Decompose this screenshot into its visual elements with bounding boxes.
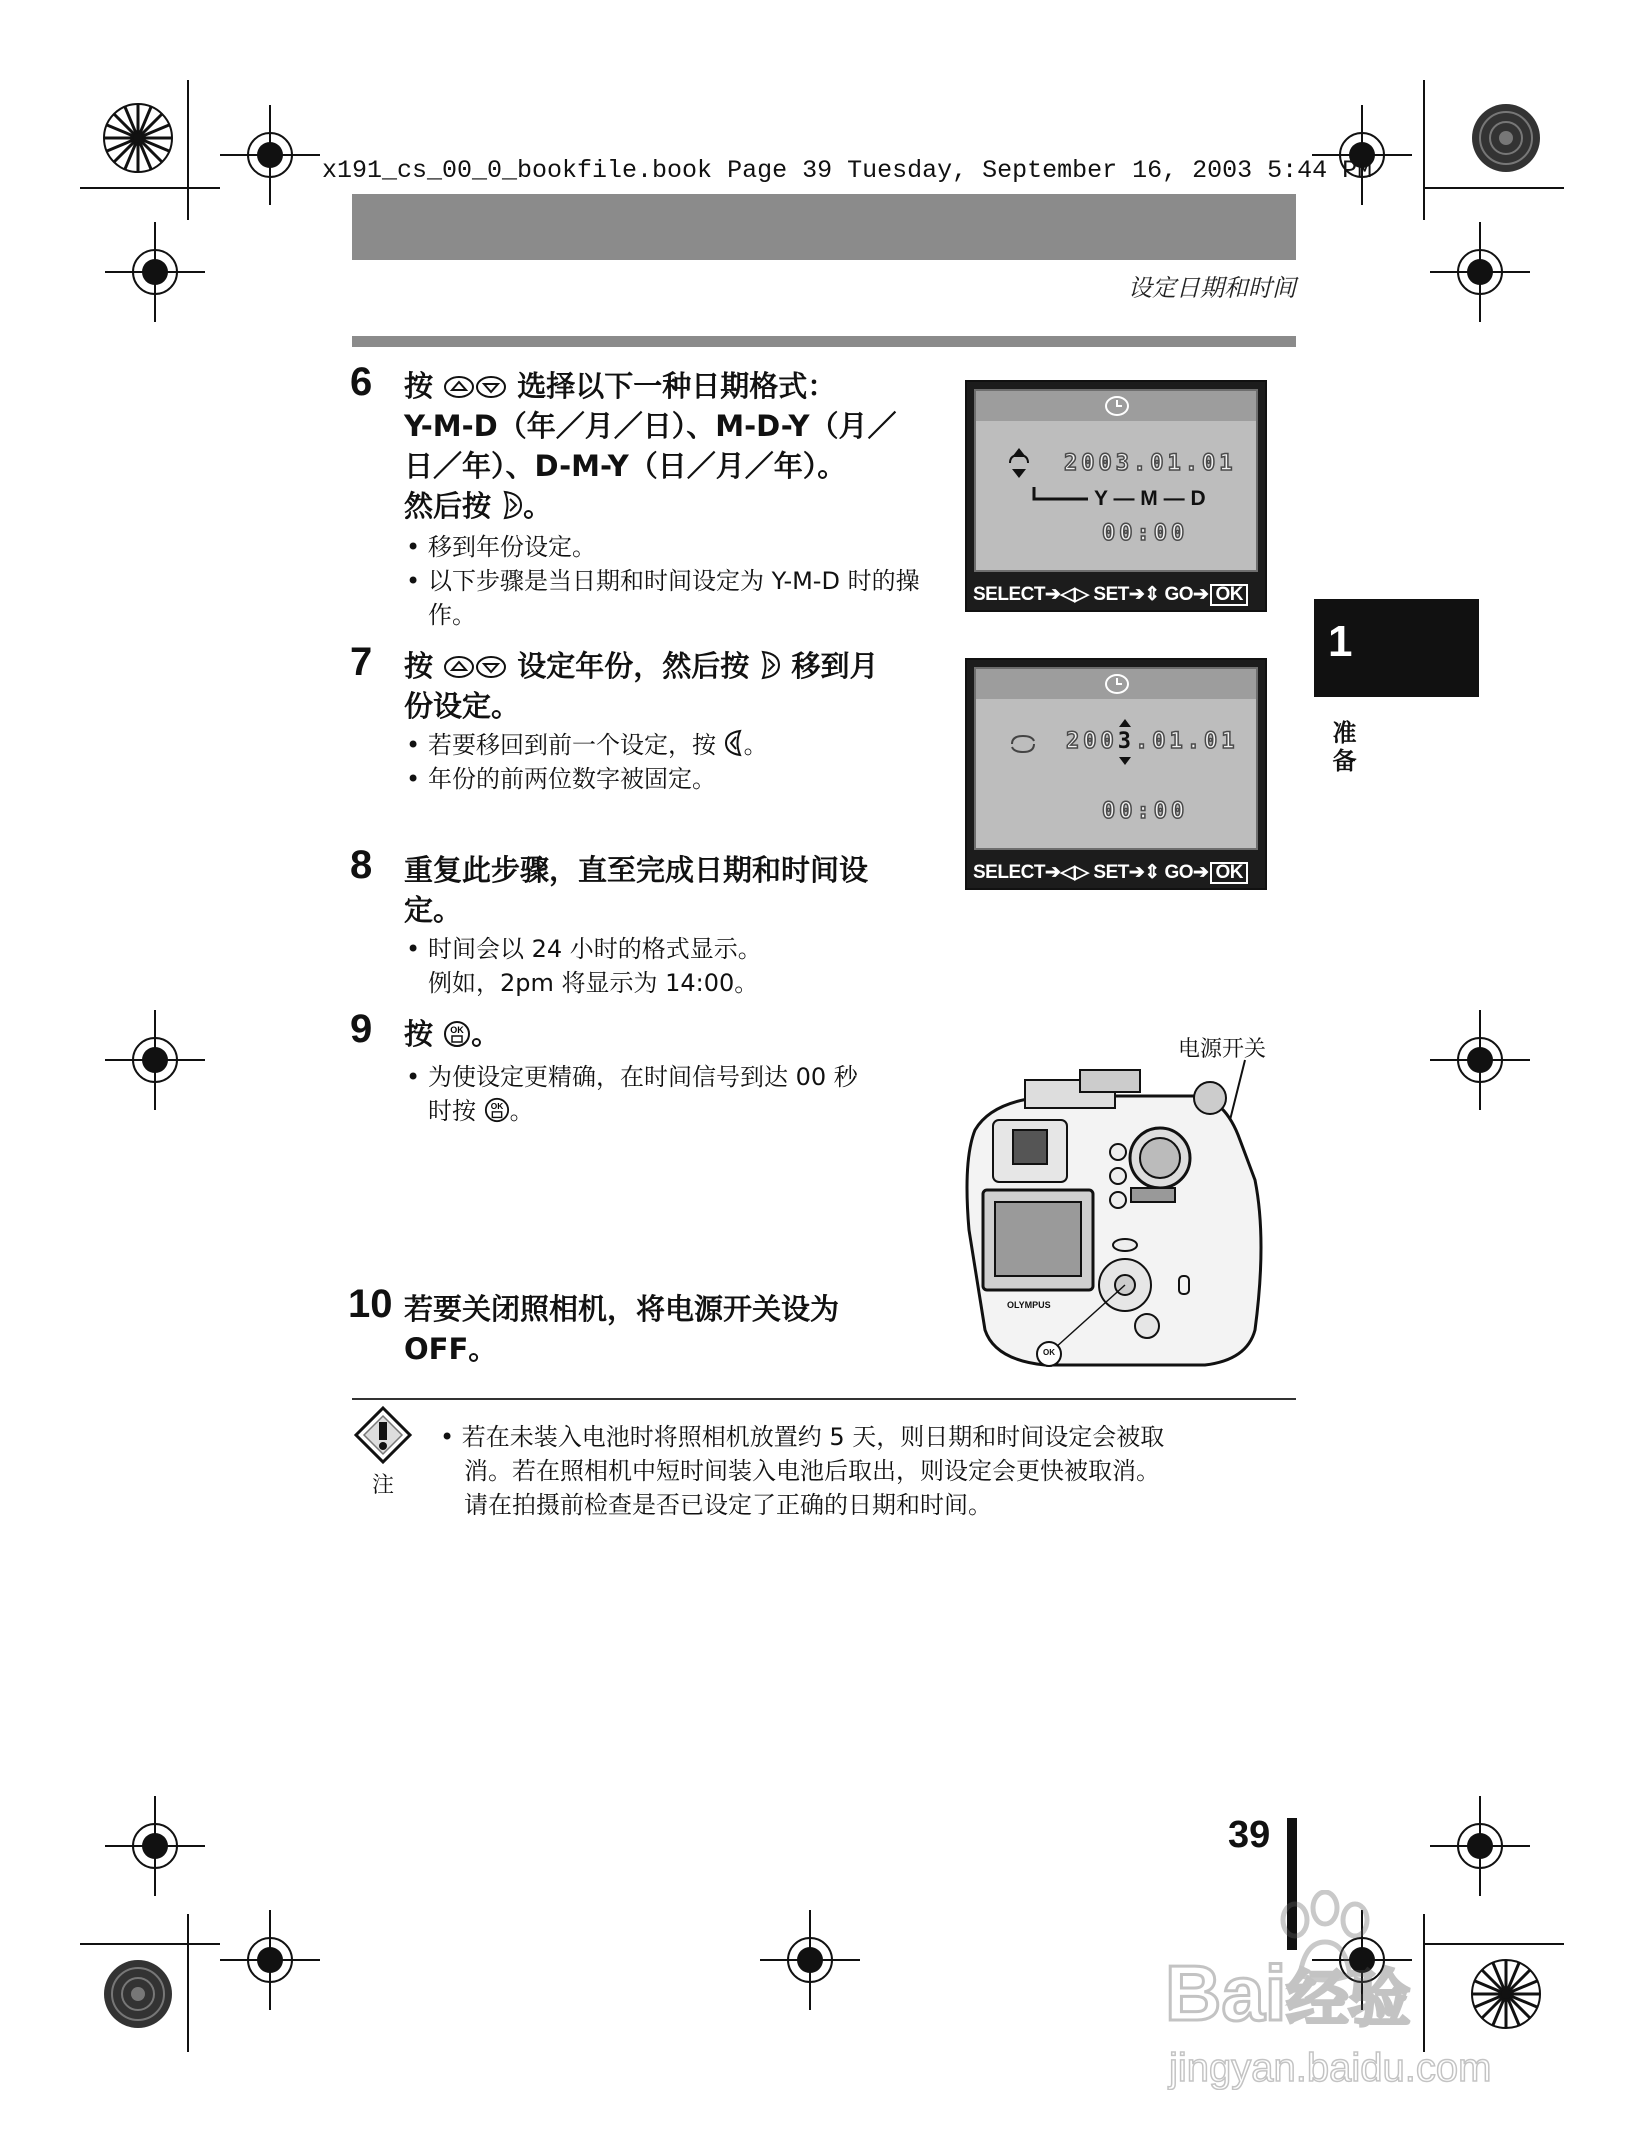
camera-illustration — [955, 1040, 1285, 1380]
step-6-text — [404, 366, 964, 526]
right-arrow-button-icon — [501, 490, 523, 520]
clock-icon — [1104, 395, 1130, 417]
lcd-screen-date-format — [965, 380, 1267, 612]
up-down-arrow-icon — [443, 374, 507, 400]
lcd-date — [1066, 729, 1238, 754]
lcd-footer-go: GO — [1164, 862, 1194, 883]
lcd-time: 00:00 — [1102, 799, 1189, 824]
lcd-date-active-digit: 3 — [1117, 729, 1135, 754]
left-arrow-button-icon — [724, 729, 744, 757]
step-8-text — [404, 850, 964, 930]
chapter-tab — [1314, 599, 1479, 697]
header-bar — [352, 194, 1296, 260]
step-6-line-1 — [404, 366, 964, 406]
step-9-bullet-period: 。 — [509, 1097, 534, 1125]
lcd-footer: SELECT➔◁▷ SET➔⇕ GO➔ OK — [973, 583, 1248, 606]
format-bracket — [1030, 487, 1090, 507]
watermark-url: jingyan.baidu.com — [1169, 2046, 1492, 2090]
section-rule — [352, 336, 1296, 347]
lcd-footer-select: SELECT — [973, 862, 1045, 883]
step-9-bullet-line-1: 为使设定更精确，在时间信号到达 00 秒 — [428, 1063, 858, 1091]
step-7-bullet: • 若要移回到前一个设定，按 。 — [404, 728, 944, 762]
step-8-line-2: 定。 — [404, 893, 463, 927]
up-down-key-icon: ⇕ — [1144, 862, 1160, 883]
step-6-line-2: Y-M-D（年／月／日）、M-D-Y（月／ — [404, 409, 897, 443]
note-divider — [352, 1398, 1296, 1400]
step-9-text — [404, 1014, 804, 1054]
digit-arrows-icon — [1117, 717, 1133, 767]
chapter-label: 准备 — [1328, 720, 1356, 776]
step-7-move-month: 移到月 — [791, 649, 879, 683]
up-down-key-icon: ⇕ — [1144, 584, 1160, 605]
step-8-bullets — [404, 932, 944, 1000]
step-9-bullet-line-2: 时按 — [428, 1097, 476, 1125]
lcd-footer-set: SET — [1093, 584, 1129, 605]
lcd-footer-set: SET — [1093, 862, 1129, 883]
lcd-footer-ok: OK — [1210, 862, 1248, 884]
step-7-press: 按 — [404, 649, 434, 683]
right-arrow-button-icon — [759, 650, 781, 680]
step-7-set-year: 设定年份，然后按 — [517, 649, 750, 683]
lcd-footer-ok: OK — [1210, 584, 1248, 606]
cycle-arrow-icon — [1006, 445, 1032, 481]
note-line-1: • 若在未装入电池时将照相机放置约 5 天，则日期和时间设定会被取 — [440, 1423, 1165, 1451]
lcd-display — [974, 389, 1258, 572]
step-6-number: 6 — [350, 360, 373, 404]
lcd-title-bar — [976, 391, 1256, 421]
lcd-footer-select: SELECT — [973, 584, 1045, 605]
step-7-line-2: 份设定。 — [404, 689, 521, 723]
step-9-bullets — [404, 1060, 944, 1128]
step-8-bullet — [404, 932, 944, 1000]
step-8-line-1: 重复此步骤，直至完成日期和时间设 — [404, 853, 869, 887]
step-6-select-format: 选择以下一种日期格式： — [517, 369, 837, 403]
lcd-time: 00:00 — [1102, 521, 1189, 546]
lcd-title-bar — [976, 669, 1256, 699]
watermark-brand — [1165, 1948, 1410, 2039]
baidu-watermark — [1165, 1890, 1545, 2110]
step-7-bullets — [404, 728, 944, 796]
step-9-press: 按 — [404, 1017, 434, 1051]
clock-icon — [1104, 673, 1130, 695]
step-8-number: 8 — [350, 843, 373, 887]
camera-brand: OLYMPUS — [1007, 1300, 1051, 1310]
lcd-date-format: Y — M — D — [1094, 487, 1206, 510]
step-10-line-1: 若要关闭照相机，将电源开关设为 — [404, 1292, 840, 1326]
svg-text:OK: OK — [490, 1101, 503, 1112]
camera-ok-label: OK — [1043, 1348, 1055, 1357]
step-8-bullet-line-2: 例如，2pm 将显示为 14:00。 — [428, 969, 759, 997]
power-switch-label: 电源开关 — [1178, 1037, 1267, 1062]
lcd-footer-go: GO — [1164, 584, 1194, 605]
step-7-line-1 — [404, 646, 964, 686]
ok-menu-button-icon — [484, 1097, 510, 1123]
left-right-key-icon: ◁▷ — [1060, 584, 1089, 605]
note-line-2: 消。若在照相机中短时间装入电池后取出，则设定会更快被取消。 — [464, 1457, 1160, 1485]
step-7-bullet: • 年份的前两位数字被固定。 — [404, 762, 944, 796]
step-9-bullet — [404, 1060, 944, 1128]
lcd-footer: SELECT➔◁▷ SET➔⇕ GO➔ OK — [973, 861, 1248, 884]
note-icon-label: 注 — [372, 1473, 395, 1498]
left-right-key-icon: ◁▷ — [1060, 862, 1089, 883]
running-title: 设定日期和时间 — [1128, 274, 1296, 302]
watermark-brand-cn: 经验 — [1286, 1965, 1411, 2034]
step-6-bullet: • 移到年份设定。 — [404, 530, 944, 564]
step-7-number: 7 — [350, 640, 373, 684]
step-6-line-4: 然后按 。 — [404, 489, 553, 523]
step-9-period: 。 — [471, 1017, 501, 1051]
step-10-text — [404, 1289, 964, 1369]
step-6-bullet: • 以下步骤是当日期和时间设定为 Y-M-D 时的操作。 — [404, 564, 944, 632]
warning-icon — [352, 1404, 414, 1466]
svg-text:OK: OK — [450, 1025, 464, 1035]
step-6-bullets — [404, 530, 944, 632]
step-7-text — [404, 646, 964, 726]
step-6-press: 按 — [404, 369, 434, 403]
step-9-number: 9 — [350, 1007, 373, 1051]
cycle-arrow-icon — [1008, 733, 1038, 755]
lcd-display — [974, 667, 1258, 850]
step-10-number: 10 — [348, 1282, 393, 1326]
chapter-number: 1 — [1328, 617, 1353, 666]
step-8-bullet-line-1: 时间会以 24 小时的格式显示。 — [428, 935, 762, 963]
ok-menu-button-icon — [443, 1020, 471, 1048]
page-number: 39 — [1228, 1814, 1271, 1856]
watermark-brand-en: Bai — [1165, 1949, 1287, 2037]
lcd-date-prefix: 200 — [1066, 729, 1118, 754]
lcd-date-suffix: .01.01 — [1135, 729, 1239, 754]
note-line-3: 请在拍摄前检查是否已设定了正确的日期和时间。 — [464, 1491, 992, 1519]
bookfile-header: x191_cs_00_0_bookfile.book Page 39 Tuesday, September 16, 2003 5:44 PM — [322, 156, 1373, 185]
up-down-arrow-icon — [443, 654, 507, 680]
lcd-screen-year-setting — [965, 658, 1267, 890]
note-text — [440, 1420, 1300, 1522]
step-6-line-3: 日／年）、D-M-Y（日／月／年）。 — [404, 449, 847, 483]
lcd-date: 2003.01.01 — [1064, 451, 1237, 476]
step-10-line-2: OFF。 — [404, 1332, 498, 1366]
